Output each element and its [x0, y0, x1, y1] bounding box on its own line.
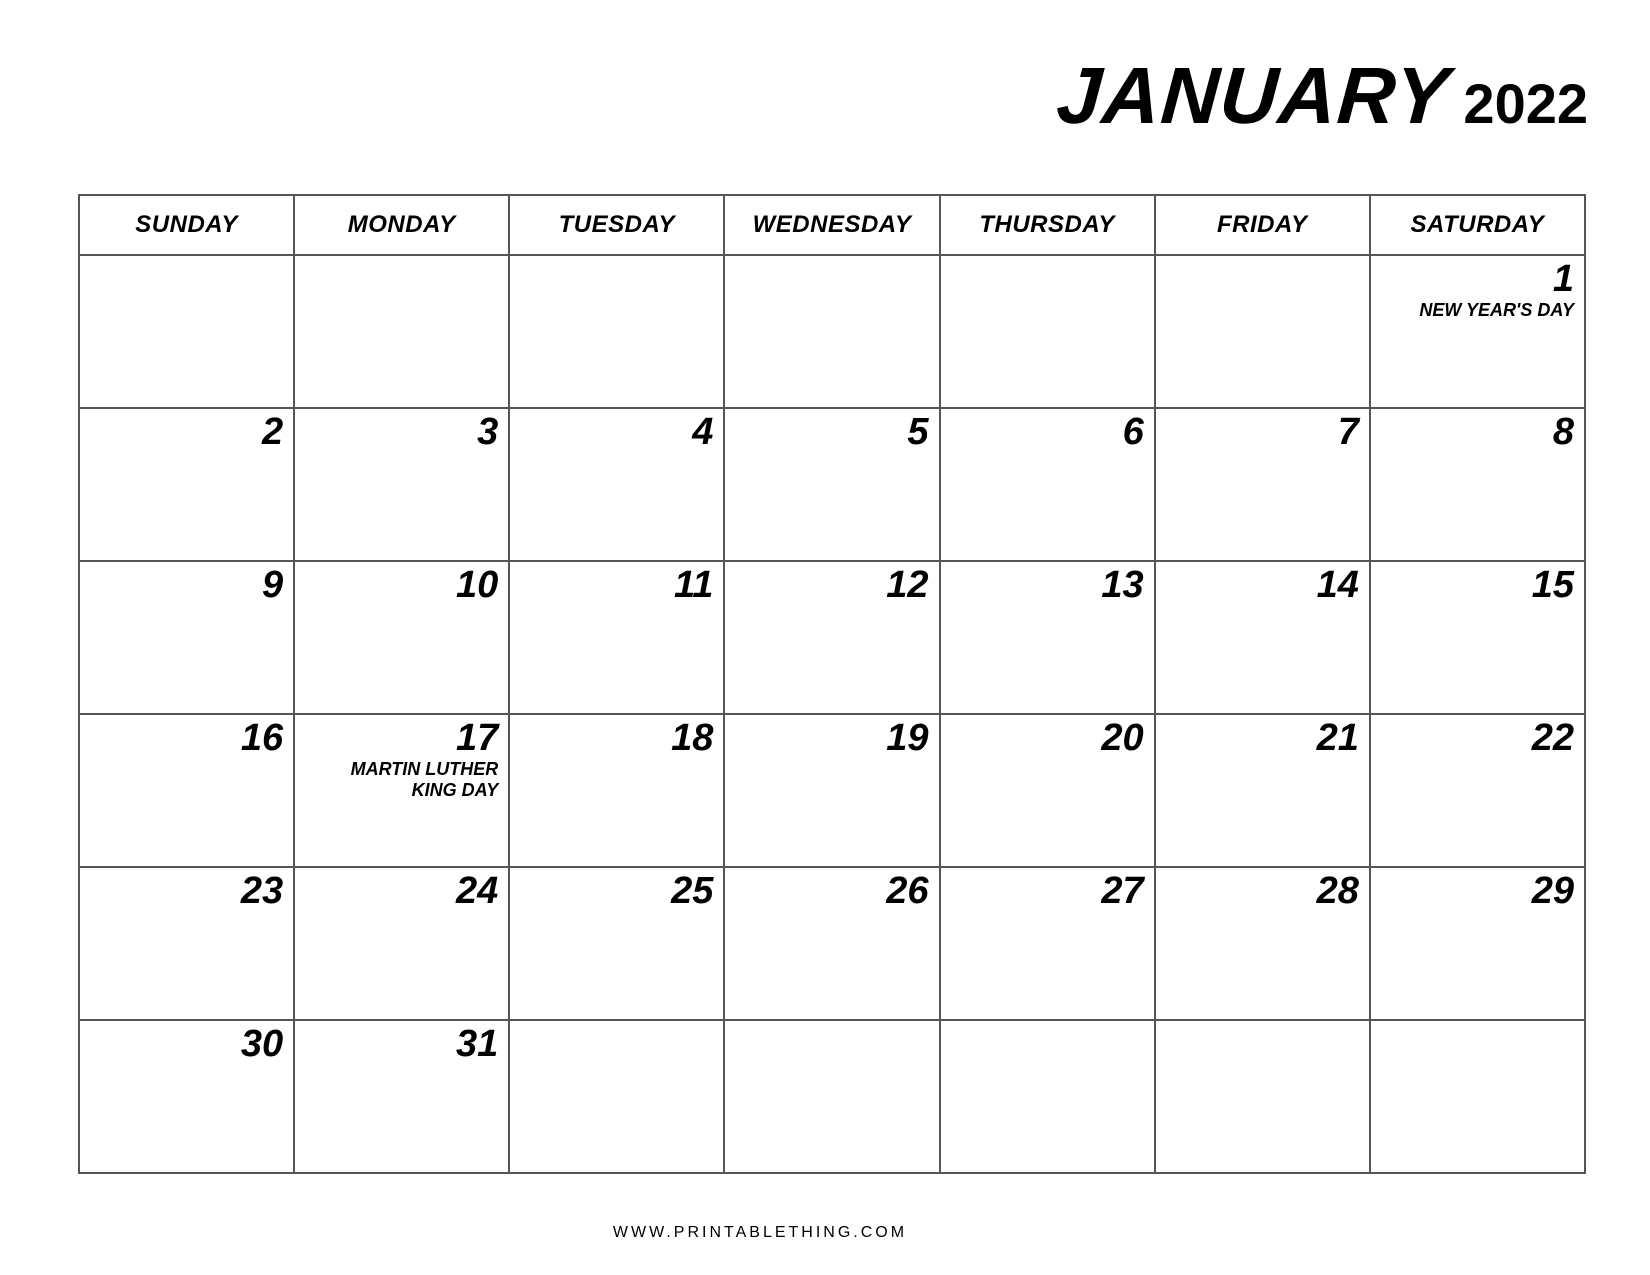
day-number: 3	[477, 411, 499, 453]
day-number: 18	[671, 717, 714, 759]
weekday-thursday: THURSDAY	[940, 195, 1155, 255]
week-row	[79, 255, 1585, 408]
day-cell	[1155, 867, 1370, 1020]
day-cell	[509, 561, 724, 714]
day-cell	[79, 1020, 294, 1173]
day-cell	[294, 714, 509, 867]
day-cell	[79, 867, 294, 1020]
day-cell	[1370, 867, 1585, 1020]
weekday-wednesday: WEDNESDAY	[724, 195, 939, 255]
day-number: 13	[1101, 564, 1144, 606]
day-number: 29	[1531, 870, 1574, 912]
week-row	[79, 408, 1585, 561]
day-cell	[294, 561, 509, 714]
day-cell	[79, 255, 294, 408]
day-cell	[940, 561, 1155, 714]
day-cell	[940, 867, 1155, 1020]
calendar-title	[1054, 50, 1588, 142]
day-number: 28	[1316, 870, 1359, 912]
weekday-monday: MONDAY	[294, 195, 509, 255]
day-cell	[509, 714, 724, 867]
day-number: 2	[262, 411, 284, 453]
day-cell	[1370, 1020, 1585, 1173]
day-cell	[79, 408, 294, 561]
day-number: 26	[886, 870, 929, 912]
day-cell	[1370, 561, 1585, 714]
day-cell	[79, 561, 294, 714]
day-cell	[294, 255, 509, 408]
day-number: 8	[1552, 411, 1574, 453]
title-month: JANUARY	[1054, 51, 1453, 140]
day-number: 23	[240, 870, 284, 912]
day-cell	[509, 1020, 724, 1173]
day-cell	[940, 255, 1155, 408]
day-number: 31	[456, 1023, 499, 1065]
day-number: 27	[1101, 870, 1144, 912]
day-number: 14	[1316, 564, 1359, 606]
day-cell	[294, 867, 509, 1020]
weekday-sunday: SUNDAY	[79, 195, 294, 255]
day-cell	[724, 561, 939, 714]
day-cell	[724, 255, 939, 408]
day-number: 16	[240, 717, 284, 759]
day-number: 6	[1122, 411, 1144, 453]
day-cell	[509, 408, 724, 561]
day-cell	[294, 408, 509, 561]
day-cell	[509, 867, 724, 1020]
day-cell	[724, 408, 939, 561]
day-number: 7	[1337, 411, 1359, 453]
day-cell	[1155, 255, 1370, 408]
day-cell	[1370, 255, 1585, 408]
weekday-tuesday: TUESDAY	[509, 195, 724, 255]
weekday-saturday: SATURDAY	[1370, 195, 1585, 255]
day-number: 22	[1531, 717, 1574, 759]
day-number: 15	[1531, 564, 1574, 606]
day-number: 24	[456, 870, 499, 912]
calendar-grid	[78, 194, 1586, 1174]
day-number: 20	[1101, 717, 1144, 759]
holiday-label: MARTIN LUTHER KING DAY	[350, 758, 499, 801]
day-number: 5	[907, 411, 929, 453]
day-number: 9	[262, 564, 284, 606]
title-year: 2022	[1463, 72, 1588, 135]
holiday-label: NEW YEAR'S DAY	[1419, 299, 1574, 320]
day-cell	[724, 714, 939, 867]
day-cell	[724, 1020, 939, 1173]
day-cell	[1155, 1020, 1370, 1173]
weekday-header-row	[79, 195, 1585, 255]
day-number: 10	[456, 564, 499, 606]
day-number: 30	[240, 1023, 284, 1065]
weekday-friday: FRIDAY	[1155, 195, 1370, 255]
day-cell	[1370, 408, 1585, 561]
day-cell	[294, 1020, 509, 1173]
week-row	[79, 1020, 1585, 1173]
day-number: 11	[673, 564, 714, 606]
day-cell	[940, 1020, 1155, 1173]
day-cell	[940, 714, 1155, 867]
day-cell	[940, 408, 1155, 561]
day-number: 17	[456, 717, 499, 759]
day-number: 1	[1552, 258, 1574, 300]
day-cell	[509, 255, 724, 408]
footer-website: WWW.PRINTABLETHING.COM	[612, 1224, 908, 1241]
day-cell	[1155, 714, 1370, 867]
day-cell	[724, 867, 939, 1020]
day-cell	[79, 714, 294, 867]
day-number: 19	[886, 717, 929, 759]
day-number: 12	[886, 564, 929, 606]
day-cell	[1155, 561, 1370, 714]
week-row	[79, 561, 1585, 714]
week-row	[79, 867, 1585, 1020]
day-number: 21	[1316, 717, 1359, 759]
week-row	[79, 714, 1585, 867]
day-number: 25	[671, 870, 714, 912]
day-number: 4	[692, 411, 714, 453]
day-cell	[1370, 714, 1585, 867]
day-cell	[1155, 408, 1370, 561]
